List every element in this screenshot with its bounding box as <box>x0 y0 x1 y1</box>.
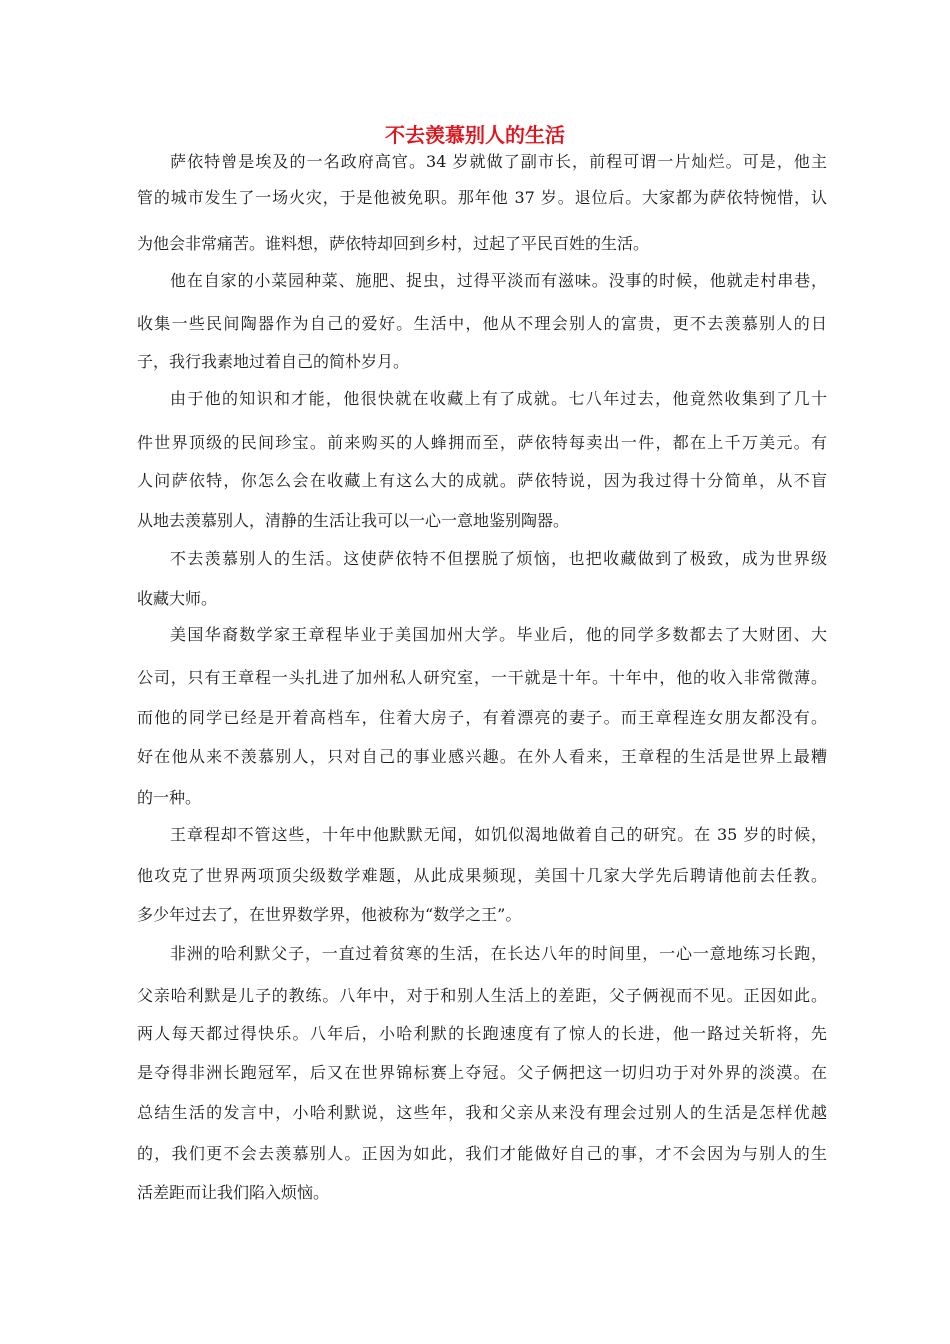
paragraph-line: 子，我行我素地过着自己的简朴岁月。 <box>137 352 410 371</box>
paragraph-line: 活差距而让我们陷入烦恼。 <box>137 1183 330 1202</box>
paragraph-line: 公司，只有王章程一头扎进了加州私人研究室，一干就是十年。十年中，他的收入非常微薄。 <box>137 668 827 687</box>
paragraph-line: 收集一些民间陶器作为自己的爱好。生活中，他从不理会别人的富贵，更不去羡慕别人的日 <box>137 314 827 333</box>
paragraph-line: 总结生活的发言中，小哈利默说，这些年，我和父亲从来没有理会过别人的生活是怎样优越 <box>137 1103 827 1122</box>
paragraph-line: 美国华裔数学家王章程毕业于美国加州大学。毕业后，他的同学多数都去了大财团、大 <box>170 625 827 644</box>
paragraph-line: 收藏大师。 <box>137 589 218 608</box>
paragraph-line: 从地去羡慕别人，清静的生活让我可以一心一意地鉴别陶器。 <box>137 511 570 530</box>
paragraph-line: 多少年过去了，在世界数学界，他被称为“数学之王”。 <box>137 905 522 924</box>
paragraph-line: 父亲哈利默是儿子的教练。八年中，对于和别人生活上的差距，父子俩视而不见。正因如此。 <box>137 986 827 1005</box>
paragraph-line: 不去羡慕别人的生活。这使萨依特不但摆脱了烦恼，也把收藏做到了极致，成为世界级 <box>170 549 827 568</box>
paragraph-line: 由于他的知识和才能，他很快就在收藏上有了成就。七八年过去，他竟然收集到了几十 <box>170 389 827 408</box>
paragraph-line: 的，我们更不会去羡慕别人。正因为如此，我们才能做好自己的事，才不会因为与别人的生 <box>137 1144 827 1163</box>
paragraph-line: 是夺得非洲长跑冠军，后又在世界锦标赛上夺冠。父子俩把这一切归功于对外界的淡漠。在 <box>137 1063 827 1082</box>
paragraph-line: 非洲的哈利默父子，一直过着贫寒的生活，在长达八年的时间里，一心一意地练习长跑， <box>170 944 827 963</box>
paragraph-line: 萨依特曾是埃及的一名政府高官。34 岁就做了副市长，前程可谓一片灿烂。可是，他主 <box>170 152 827 171</box>
paragraph-line: 而他的同学已经是开着高档车，住着大房子，有着漂亮的妻子。而王章程连女朋友都没有。 <box>137 708 827 727</box>
paragraph-line: 人问萨依特，你怎么会在收藏上有这么大的成就。萨依特说，因为我过得十分简单，从不盲 <box>137 471 827 490</box>
paragraph-line: 管的城市发生了一场火灾，于是他被免职。那年他 37 岁。退位后。大家都为萨依特惋惜，认 <box>137 188 827 207</box>
paragraph-line: 为他会非常痛苦。谁料想，萨依特却回到乡村，过起了平民百姓的生活。 <box>137 234 650 253</box>
paragraph-line: 两人每天都过得快乐。八年后，小哈利默的长跑速度有了惊人的长进，他一路过关斩将，先 <box>137 1024 827 1043</box>
paragraph-line: 件世界顶级的民间珍宝。前来购买的人蜂拥而至，萨依特每卖出一件，都在上千万美元。有 <box>137 433 827 452</box>
paragraph-line: 他攻克了世界两项顶尖级数学难题，从此成果频现，美国十几家大学先后聘请他前去任教。 <box>137 866 827 885</box>
paragraph-line: 好在他从来不羡慕别人，只对自己的事业感兴趣。在外人看来，王章程的生活是世界上最糟 <box>137 747 827 766</box>
paragraph-line: 王章程却不管这些，十年中他默默无闻，如饥似渴地做着自己的研究。在 35 岁的时候， <box>170 825 827 844</box>
document-title: 不去羡慕别人的生活 <box>385 123 565 147</box>
paragraph-line: 他在自家的小菜园种菜、施肥、捉虫，过得平淡而有滋味。没事的时候，他就走村串巷， <box>170 271 827 290</box>
paragraph-line: 的一种。 <box>137 788 202 807</box>
